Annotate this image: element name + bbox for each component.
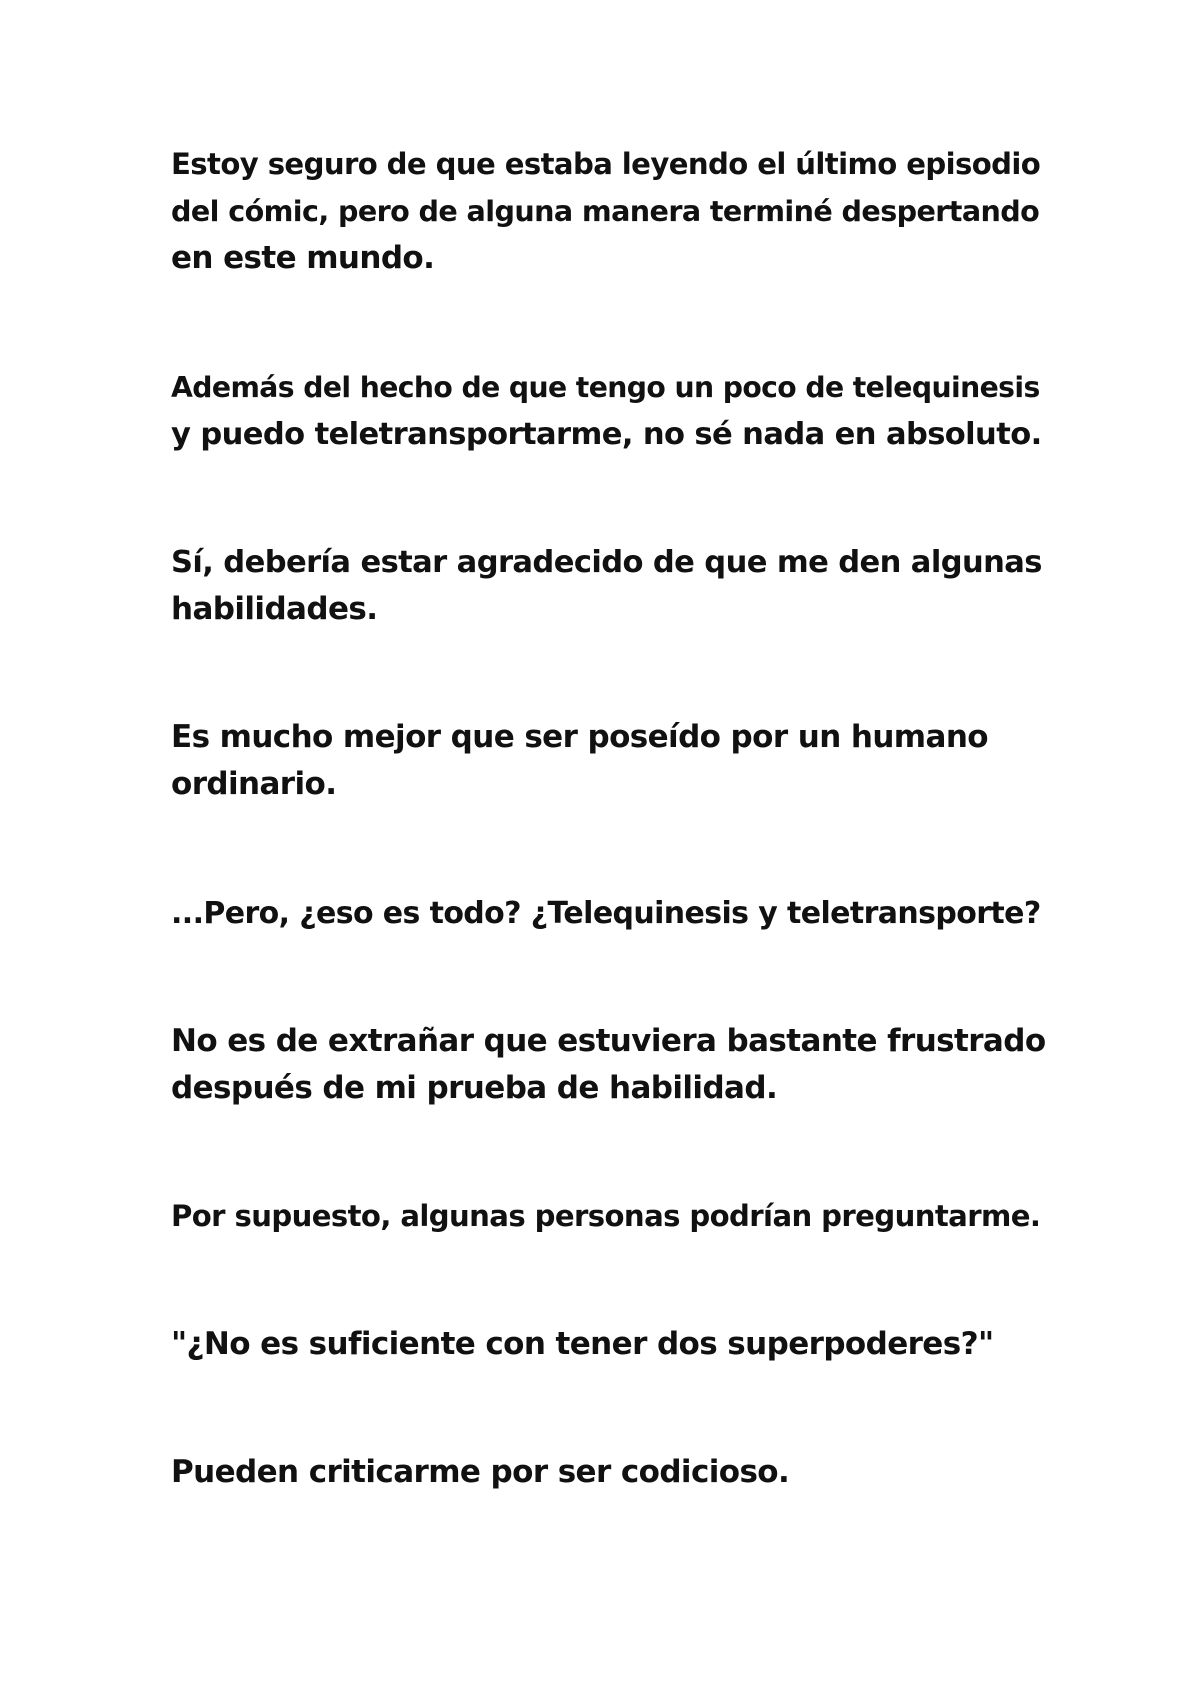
paragraph-8-line-1: "¿No es suficiente con tener dos superpoderes?" bbox=[171, 1326, 994, 1362]
paragraph-3-line-1: Sí, debería estar agradecido de que me den algunas bbox=[171, 545, 1042, 580]
paragraph-2-line-2: y puedo teletransportarme, no sé nada en absoluto. bbox=[171, 417, 1042, 452]
paragraph-8 bbox=[171, 1321, 1051, 1368]
paragraph-2-line-1: Además del hecho de que tengo un poco de telequinesis bbox=[171, 371, 1040, 404]
paragraph-2 bbox=[171, 364, 1051, 458]
paragraph-3 bbox=[171, 539, 1051, 633]
paragraph-6-line-2: después de mi prueba de habilidad. bbox=[171, 1070, 778, 1106]
paragraph-1-line-3: en este mundo. bbox=[171, 240, 435, 276]
paragraph-1-line-2: del cómic, pero de alguna manera terminé despertando bbox=[171, 194, 1040, 228]
paragraph-9 bbox=[171, 1449, 1051, 1496]
paragraph-4 bbox=[171, 714, 1051, 808]
paragraph-1-line-1: Estoy seguro de que estaba leyendo el último episodio bbox=[171, 147, 1041, 181]
paragraph-9-line-1: Pueden criticarme por ser codicioso. bbox=[171, 1454, 790, 1490]
paragraph-3-line-2: habilidades. bbox=[171, 591, 378, 627]
paragraph-1 bbox=[171, 141, 1051, 282]
paragraph-4-line-1: Es mucho mejor que ser poseído por un humano bbox=[171, 719, 988, 755]
paragraph-6 bbox=[171, 1018, 1051, 1112]
paragraph-5-line-1: ...Pero, ¿eso es todo? ¿Telequinesis y teletransporte? bbox=[171, 896, 1041, 931]
paragraph-5 bbox=[171, 890, 1051, 937]
paragraph-7 bbox=[171, 1193, 1051, 1240]
paragraph-4-line-2: ordinario. bbox=[171, 766, 337, 802]
paragraph-6-line-1: No es de extrañar que estuviera bastante frustrado bbox=[171, 1023, 1046, 1059]
paragraph-7-line-1: Por supuesto, algunas personas podrían preguntarme. bbox=[171, 1199, 1041, 1233]
